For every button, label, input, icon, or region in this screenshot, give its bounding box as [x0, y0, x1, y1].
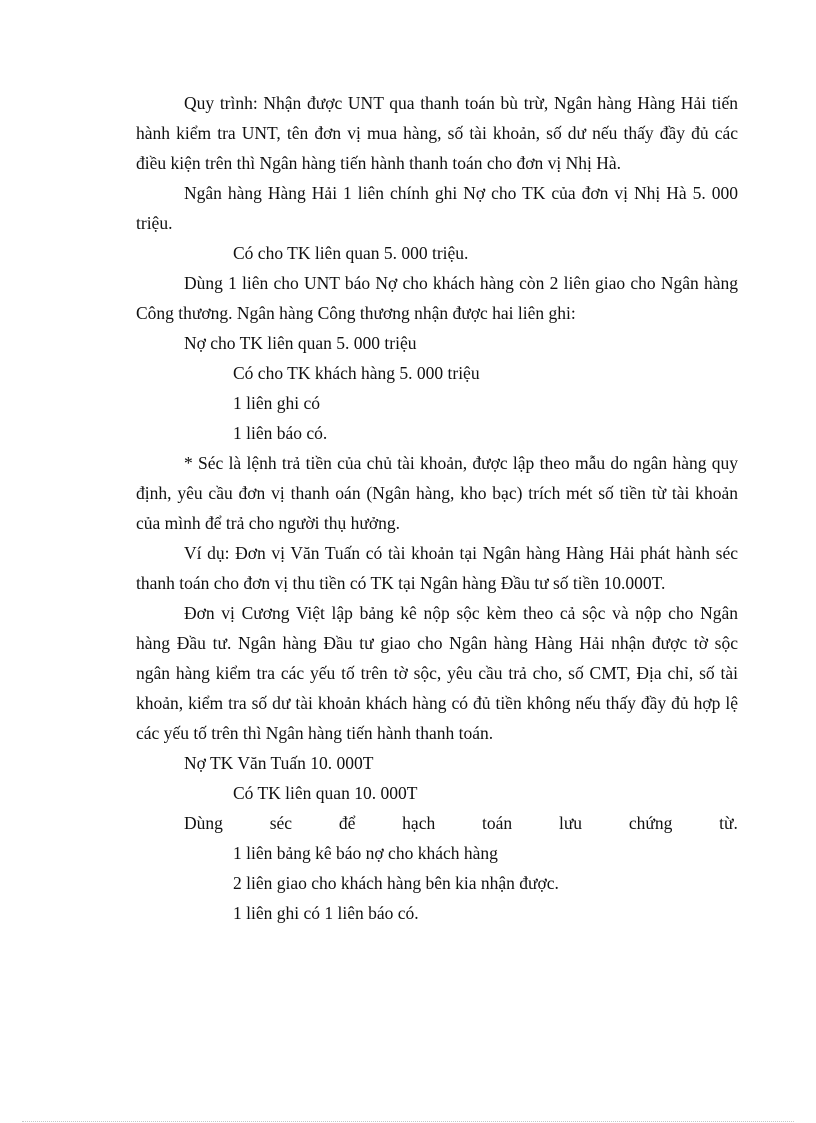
page-bottom-divider [22, 1121, 794, 1122]
word: Dùng [184, 813, 223, 833]
word: hạch [402, 813, 436, 833]
paragraph-debit-van-tuan: Nợ TK Văn Tuấn 10. 000T [184, 753, 374, 773]
paragraph-cheque-usage [136, 808, 738, 838]
word: séc [269, 813, 293, 833]
paragraph-credit-related-10000: Có TK liên quan 10. 000T [233, 783, 418, 803]
word: lưu [558, 813, 583, 833]
paragraph-copy-delivery: 2 liên giao cho khách hàng bên kia nhận được. [233, 873, 559, 893]
document-page [136, 88, 738, 928]
word: từ. [719, 813, 738, 833]
word: để [338, 813, 356, 833]
paragraph-unt-copies: Dùng 1 liên cho UNT báo Nợ cho khách hàng còn 2 liên giao cho Ngân hàng Công thương. Ngân hàng Công thương nhận được hai liên ghi: [136, 273, 738, 323]
paragraph-cheque-definition: * Séc là lệnh trả tiền của chủ tài khoản, được lập theo mẫu do ngân hàng quy định, yêu cầu đơn vị thanh oán (Ngân hàng, kho bạc) trích mét số tiền từ tài khoản của mình để trả cho người thụ hưởng. [136, 453, 738, 533]
word: chứng [628, 813, 673, 833]
word: toán [482, 813, 513, 833]
paragraph-process: Quy trình: Nhận được UNT qua thanh toán bù trừ, Ngân hàng Hàng Hải tiến hành kiểm tra UNT, tên đơn vị mua hàng, số tài khoản, số dư nếu thấy đầy đủ các điều kiện trên thì Ngân hàng tiến hành thanh toán cho đơn vị Nhị Hà. [136, 93, 738, 173]
paragraph-example: Ví dụ: Đơn vị Văn Tuấn có tài khoản tại Ngân hàng Hàng Hải phát hành séc thanh toán cho đơn vị thu tiền có TK tại Ngân hàng Đầu tư số tiền 10.000T. [136, 543, 738, 593]
paragraph-copy-statement: 1 liên bảng kê báo nợ cho khách hàng [233, 843, 498, 863]
paragraph-cheque-process: Đơn vị Cương Việt lập bảng kê nộp sộc kèm theo cả sộc và nộp cho Ngân hàng Đầu tư. Ngân hàng Đầu tư giao cho Ngân hàng Hàng Hải nhận được tờ sộc ngân hàng kiểm tra các yếu tố trên tờ sộc, yêu cầu trả cho, số CMT, Địa chỉ, số tài khoản, kiểm tra số dư tài khoản khách hàng có đủ tiền không nếu thấy đầy đủ hợp lệ các yếu tố trên thì Ngân hàng tiến hành thanh toán. [136, 603, 738, 743]
paragraph-debit-entry: Ngân hàng Hàng Hải 1 liên chính ghi Nợ cho TK của đơn vị Nhị Hà 5. 000 triệu. [136, 183, 738, 233]
paragraph-credit-customer: Có cho TK khách hàng 5. 000 triệu [233, 363, 480, 383]
paragraph-copy-credit-record: 1 liên ghi có [233, 393, 320, 413]
paragraph-copy-credit-notice: 1 liên báo có. [233, 423, 328, 443]
paragraph-credit-related: Có cho TK liên quan 5. 000 triệu. [233, 243, 469, 263]
paragraph-debit-related: Nợ cho TK liên quan 5. 000 triệu [184, 333, 417, 353]
paragraph-copy-credit-both: 1 liên ghi có 1 liên báo có. [233, 903, 419, 923]
